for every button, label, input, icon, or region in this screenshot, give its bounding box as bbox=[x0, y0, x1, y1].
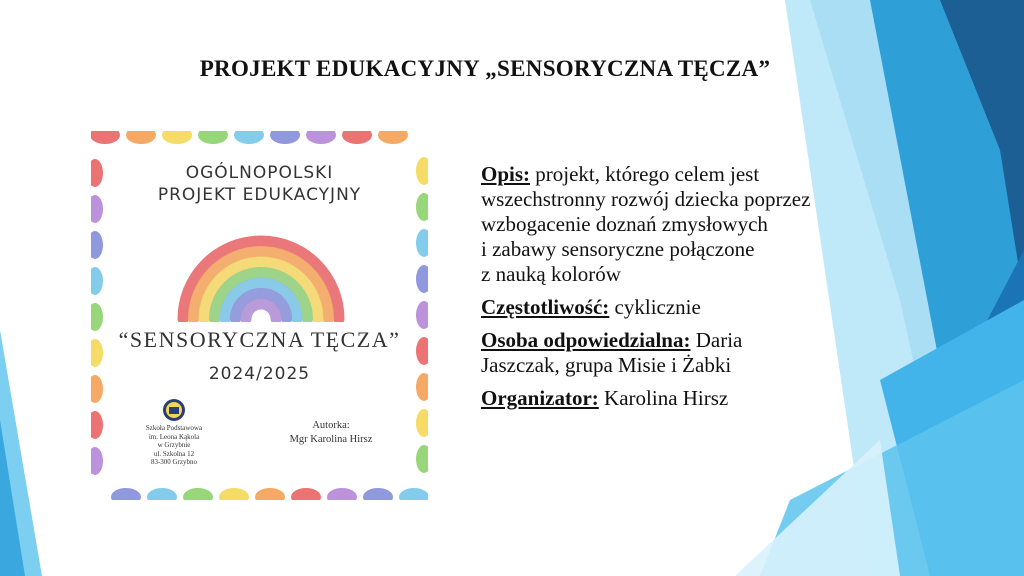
border-dot bbox=[234, 131, 264, 144]
border-dot bbox=[219, 488, 249, 500]
border-dot bbox=[342, 131, 372, 144]
border-dot bbox=[91, 411, 103, 439]
czestotliwosc-section bbox=[481, 295, 911, 320]
border-dot bbox=[126, 131, 156, 144]
border-dot bbox=[91, 131, 120, 144]
osoba-value: Jaszczak, grupa Misie i Żabki bbox=[481, 353, 732, 377]
czestotliwosc-value: cyklicznie bbox=[614, 295, 701, 319]
osoba-label: Osoba odpowiedzialna: bbox=[481, 328, 691, 352]
border-dot bbox=[91, 231, 103, 259]
border-dot bbox=[416, 229, 428, 257]
opis-line: z nauką kolorów bbox=[481, 262, 621, 286]
author-name: Mgr Karolina Hirsz bbox=[289, 434, 373, 445]
poster-author bbox=[271, 419, 391, 447]
school-line: w Grzybnie bbox=[157, 441, 191, 449]
border-dot bbox=[363, 488, 393, 500]
project-details bbox=[481, 162, 911, 419]
organizator-value: Karolina Hirsz bbox=[604, 386, 729, 410]
border-dot bbox=[306, 131, 336, 144]
opis-line: wzbogacenie doznań zmysłowych bbox=[481, 212, 768, 236]
school-line: ul. Szkolna 12 bbox=[153, 449, 195, 458]
border-dot bbox=[327, 488, 357, 500]
border-dot bbox=[416, 445, 428, 473]
rainbow-arc bbox=[246, 304, 276, 319]
border-dot bbox=[91, 447, 103, 475]
poster-year: 2024/2025 bbox=[208, 364, 311, 384]
author-label: Autorka: bbox=[312, 420, 350, 431]
border-dot bbox=[378, 131, 408, 144]
border-dot bbox=[416, 409, 428, 437]
osoba-section bbox=[481, 328, 911, 378]
opis-label: Opis: bbox=[481, 162, 531, 186]
border-dot bbox=[198, 131, 228, 144]
border-dot bbox=[183, 488, 213, 500]
border-dot bbox=[162, 131, 192, 144]
border-dot bbox=[416, 265, 428, 293]
school-logo bbox=[162, 398, 186, 422]
school-line: im. Leona Kąkola bbox=[148, 432, 200, 441]
border-dot bbox=[255, 488, 285, 500]
border-dot bbox=[147, 488, 177, 500]
poster-line-2: PROJEKT EDUKACYJNY bbox=[157, 185, 362, 205]
organizator-section bbox=[481, 386, 911, 411]
border-dot bbox=[270, 131, 300, 144]
opis-line: wszechstronny rozwój dziecka poprzez bbox=[481, 187, 811, 211]
opis-line: i zabawy sensoryczne połączone bbox=[481, 237, 755, 261]
school-line: 83-300 Grzybno bbox=[150, 458, 198, 466]
border-dot bbox=[416, 301, 428, 329]
project-poster bbox=[91, 131, 428, 500]
slide-title: PROJEKT EDUKACYJNY „SENSORYCZNA TĘCZA” bbox=[199, 56, 771, 81]
opis-line: projekt, którego celem jest bbox=[535, 162, 760, 186]
border-dot bbox=[399, 488, 428, 500]
poster-project-name: “SENSORYCZNA TĘCZA” bbox=[118, 327, 401, 352]
border-dot bbox=[91, 267, 103, 295]
border-dot bbox=[111, 488, 141, 500]
bg-shape-white-sliver bbox=[735, 440, 900, 576]
poster-line-1: OGÓLNOPOLSKI bbox=[185, 163, 334, 183]
school-address bbox=[133, 424, 215, 467]
organizator-label: Organizator: bbox=[481, 386, 599, 410]
czestotliwosc-label: Częstotliwość: bbox=[481, 295, 610, 319]
school-line: Szkoła Podstawowa bbox=[145, 424, 203, 432]
border-dot bbox=[291, 488, 321, 500]
osoba-value: Daria bbox=[695, 328, 743, 352]
rainbow-illustration bbox=[176, 227, 346, 322]
opis-section bbox=[481, 162, 911, 287]
